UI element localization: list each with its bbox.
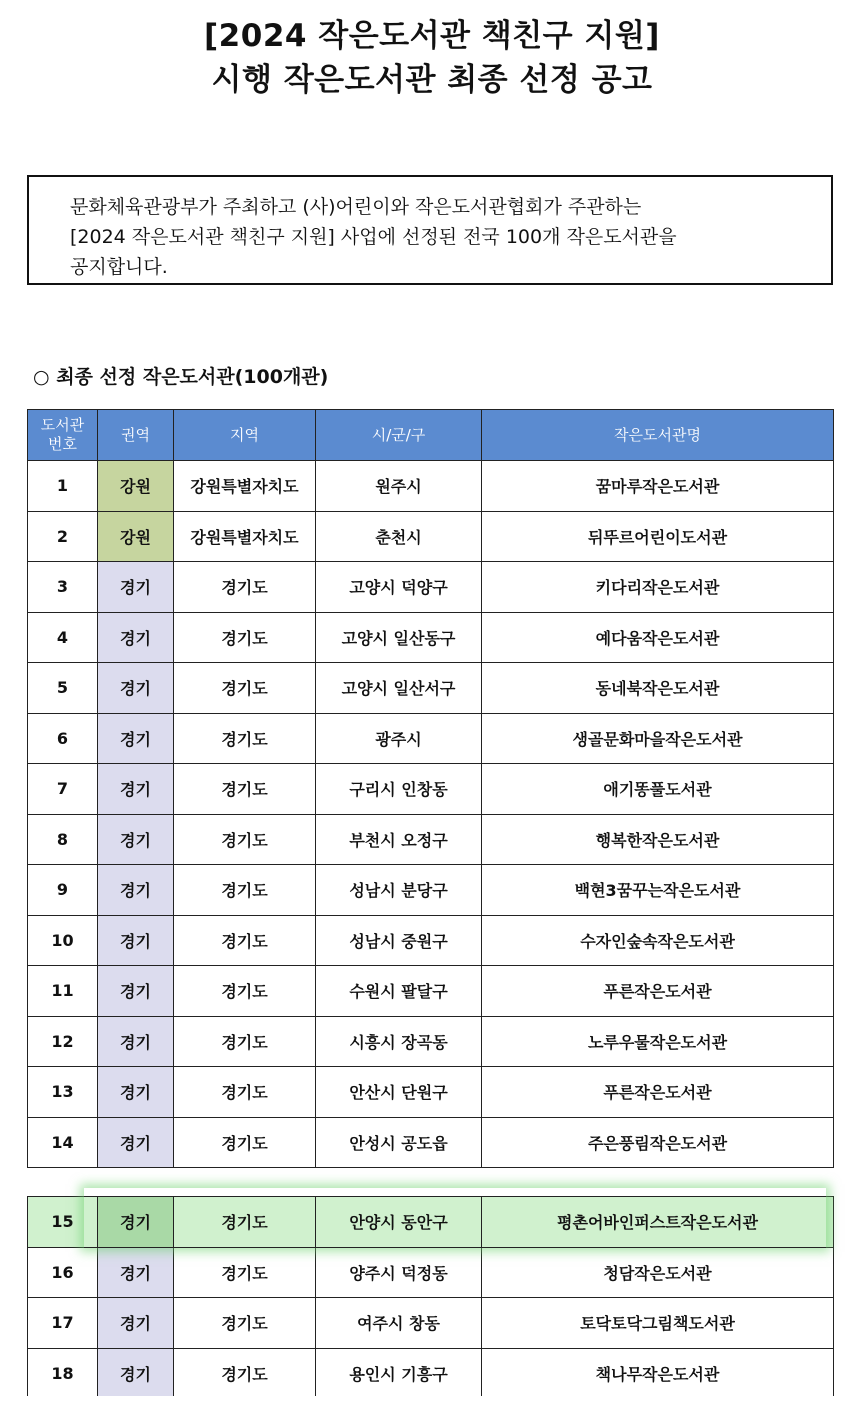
cell-library-number: 10: [28, 915, 98, 966]
table-row: [28, 1348, 834, 1399]
table-row: [28, 915, 834, 966]
cell-region: 경기: [98, 1016, 174, 1067]
cell-region: 경기: [98, 1117, 174, 1168]
cell-area: 경기도: [174, 1016, 316, 1067]
cell-city: 시흥시 장곡동: [316, 1016, 482, 1067]
cell-region: 경기: [98, 1348, 174, 1399]
header-library-name: 작은도서관명: [482, 410, 834, 461]
cell-region: 경기: [98, 1067, 174, 1118]
cell-library-name: 키다리작은도서관: [482, 562, 834, 613]
table-row: [28, 562, 834, 613]
cell-library-name: 주은풍림작은도서관: [482, 1117, 834, 1168]
cell-region: 경기: [98, 562, 174, 613]
cell-area: 강원특별자치도: [174, 461, 316, 512]
table-body-part-1: [28, 461, 834, 1168]
cell-region: 경기: [98, 814, 174, 865]
cell-library-name: 푸른작은도서관: [482, 966, 834, 1017]
title-line-1: [2024 작은도서관 책친구 지원]: [204, 18, 660, 54]
cell-city: 수원시 팔달구: [316, 966, 482, 1017]
cell-region: 강원: [98, 511, 174, 562]
cell-city: 고양시 덕양구: [316, 562, 482, 613]
table-row: [28, 713, 834, 764]
table-row: [28, 865, 834, 916]
table-row: [28, 814, 834, 865]
cell-library-number: 13: [28, 1067, 98, 1118]
cell-library-name: 생골문화마을작은도서관: [482, 713, 834, 764]
cell-city: 양주시 덕정동: [316, 1247, 482, 1298]
cell-library-number: 12: [28, 1016, 98, 1067]
cell-region: 경기: [98, 1298, 174, 1349]
cell-city: 원주시: [316, 461, 482, 512]
table-row: [28, 1117, 834, 1168]
cell-library-number: 9: [28, 865, 98, 916]
cell-region: 경기: [98, 663, 174, 714]
cell-library-number: 1: [28, 461, 98, 512]
cell-city: 여주시 창동: [316, 1298, 482, 1349]
cell-city: 고양시 일산동구: [316, 612, 482, 663]
page-bottom-edge: [0, 1396, 864, 1406]
cell-city: 춘천시: [316, 511, 482, 562]
header-city: 시/군/구: [316, 410, 482, 461]
cell-library-name: 청담작은도서관: [482, 1247, 834, 1298]
cell-region: 경기: [98, 915, 174, 966]
header-region: 권역: [98, 410, 174, 461]
cell-library-number: 17: [28, 1298, 98, 1349]
cell-area: 경기도: [174, 1298, 316, 1349]
cell-library-number: 6: [28, 713, 98, 764]
cell-area: 경기도: [174, 966, 316, 1017]
cell-city: 안성시 공도읍: [316, 1117, 482, 1168]
cell-library-number: 15: [28, 1197, 98, 1248]
cell-area: 경기도: [174, 1067, 316, 1118]
table-row: [28, 764, 834, 815]
cell-library-number: 18: [28, 1348, 98, 1399]
cell-area: 경기도: [174, 1247, 316, 1298]
cell-library-number: 3: [28, 562, 98, 613]
cell-library-name: 동네북작은도서관: [482, 663, 834, 714]
cell-region: 경기: [98, 1247, 174, 1298]
cell-city: 고양시 일산서구: [316, 663, 482, 714]
cell-area: 경기도: [174, 1348, 316, 1399]
cell-library-number: 16: [28, 1247, 98, 1298]
table-row: [28, 966, 834, 1017]
cell-library-number: 8: [28, 814, 98, 865]
cell-area: 경기도: [174, 814, 316, 865]
cell-library-name: 푸른작은도서관: [482, 1067, 834, 1118]
table-row: [28, 1016, 834, 1067]
table-row: [28, 663, 834, 714]
header-library-number: 도서관 번호: [28, 410, 98, 461]
cell-library-name: 수자인숲속작은도서관: [482, 915, 834, 966]
cell-city: 구리시 인창동: [316, 764, 482, 815]
cell-region: 경기: [98, 865, 174, 916]
cell-library-name: 백현3꿈꾸는작은도서관: [482, 865, 834, 916]
cell-library-number: 2: [28, 511, 98, 562]
table-row: [28, 1067, 834, 1118]
cell-city: 성남시 중원구: [316, 915, 482, 966]
cell-library-number: 14: [28, 1117, 98, 1168]
cell-library-name: 뒤뚜르어린이도서관: [482, 511, 834, 562]
cell-library-name: 노루우물작은도서관: [482, 1016, 834, 1067]
cell-library-name: 예다움작은도서관: [482, 612, 834, 663]
table-row: [28, 511, 834, 562]
cell-region: 경기: [98, 713, 174, 764]
notice-line-1: 문화체육관광부가 주최하고 (사)어린이와 작은도서관협회가 주관하는: [70, 196, 642, 218]
notice-line-2: [2024 작은도서관 책친구 지원] 사업에 선정된 전국 100개 작은도서관을: [70, 226, 677, 248]
cell-area: 경기도: [174, 562, 316, 613]
cell-city: 안양시 동안구: [316, 1197, 482, 1248]
cell-area: 경기도: [174, 663, 316, 714]
cell-library-number: 11: [28, 966, 98, 1017]
notice-box: [27, 175, 833, 285]
cell-area: 경기도: [174, 915, 316, 966]
cell-city: 광주시: [316, 713, 482, 764]
table-row: [28, 1298, 834, 1349]
table-body-part-2: [28, 1197, 834, 1399]
library-table-part-2: [27, 1196, 834, 1399]
cell-region: 경기: [98, 966, 174, 1017]
table-row: [28, 461, 834, 512]
cell-area: 경기도: [174, 1197, 316, 1248]
cell-library-number: 5: [28, 663, 98, 714]
cell-region: 경기: [98, 1197, 174, 1248]
cell-area: 경기도: [174, 612, 316, 663]
table-row: [28, 1247, 834, 1298]
section-title: ○ 최종 선정 작은도서관(100개관): [33, 366, 329, 388]
cell-area: 강원특별자치도: [174, 511, 316, 562]
notice-line-3: 공지합니다.: [70, 256, 168, 278]
cell-library-name: 책나무작은도서관: [482, 1348, 834, 1399]
title-line-2: 시행 작은도서관 최종 선정 공고: [211, 62, 653, 98]
cell-area: 경기도: [174, 764, 316, 815]
cell-region: 경기: [98, 764, 174, 815]
cell-library-name: 토닥토닥그림책도서관: [482, 1298, 834, 1349]
cell-area: 경기도: [174, 1117, 316, 1168]
cell-library-number: 7: [28, 764, 98, 815]
table-header-row: [28, 410, 834, 461]
cell-area: 경기도: [174, 865, 316, 916]
cell-library-name: 꿈마루작은도서관: [482, 461, 834, 512]
cell-library-number: 4: [28, 612, 98, 663]
cell-area: 경기도: [174, 713, 316, 764]
table-row: [28, 612, 834, 663]
cell-city: 부천시 오정구: [316, 814, 482, 865]
library-table-part-1: [27, 409, 834, 1168]
cell-region: 경기: [98, 612, 174, 663]
table-row: [28, 1197, 834, 1248]
cell-region: 강원: [98, 461, 174, 512]
cell-city: 용인시 기흥구: [316, 1348, 482, 1399]
header-area: 지역: [174, 410, 316, 461]
cell-city: 안산시 단원구: [316, 1067, 482, 1118]
cell-city: 성남시 분당구: [316, 865, 482, 916]
page-title: [0, 14, 864, 102]
cell-library-name: 평촌어바인퍼스트작은도서관: [482, 1197, 834, 1248]
cell-library-name: 행복한작은도서관: [482, 814, 834, 865]
cell-library-name: 애기똥풀도서관: [482, 764, 834, 815]
